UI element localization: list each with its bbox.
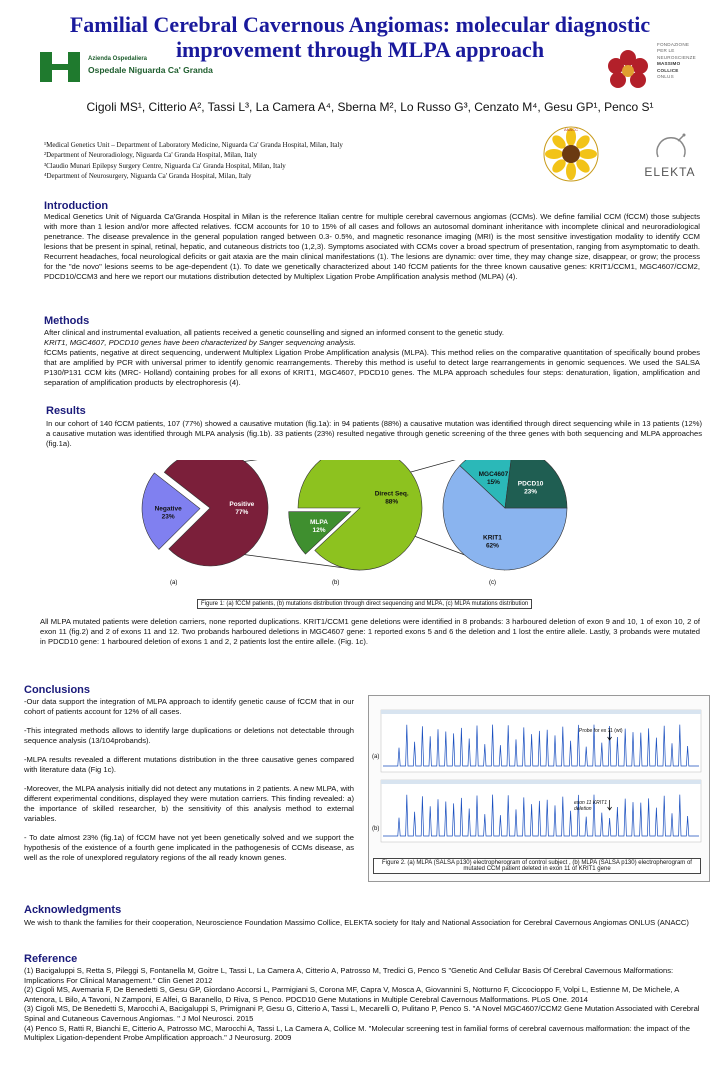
pie-label: Negative 23%	[154, 505, 182, 521]
reference-item: (3) Cigoli MS, De Benedetti S, Marocchi A, Bacigaluppi S, Primignani P, Gesu G, Citterio A, Tassi L, Mecarelli O, Pulitano P, Penco S. "A Novel MGC4607/CCM2 Gene Mutation Associated with Cerebral Spinal and Cutaneous Cavernous Angiomas. " J Mol Neurosci. 2015	[24, 1004, 700, 1023]
pie-charts	[110, 460, 650, 600]
foundation-logo-text: FONDAZIONE PER LE NEUROSCIENZE MASSIMO COLLICE ONLUS	[657, 42, 696, 80]
conclusions-list	[24, 697, 354, 863]
methods-line: After clinical and instrumental evaluation, all patients received a genetic counselling and signed an informed consent to the genetic study.	[44, 328, 504, 337]
reference-item: (1) Bacigaluppi S, Retta S, Pileggi S, Fontanella M, Goitre L, Tassi L, La Camera A, Citterio A, Patrosso M, Tredici G, Penco S "Genetic And Cellular Basis Of Cerebral Cavernous Malformations: Implications For Clinical Management." Clin Genet 2012	[24, 966, 674, 985]
hospital-logo-line2: Ospedale Niguarda Ca' Granda	[88, 65, 213, 75]
pie-label: KRIT1 62%	[483, 534, 502, 550]
conclusion-item: -Our data support the integration of MLPA approach to identify genetic cause of fCCM that in our cohort of patients account for 12% of all cases.	[24, 697, 354, 716]
methods-line: fCCMs patients, negative at direct sequencing, underwent Multiplex Ligation Probe Amplification analysis (MLPA). This method relies on the comparative quantitation of specifically bound probes that are amplified by PCR with universal primer to identify genomic rearrangements. Thereby this method is useful to detect large rearrangements in genomic sequences. We used the SALSA P130/P131 CCM kits (MRC- Holland) containing probes for all exons of KRIT1, MGC4607, PDCD10 genes. The MLPA approach schedules four steps: denaturation, ligation, amplification and separation of amplification products by electrophoresis (4).	[44, 348, 700, 387]
svg-text:ANACC: ANACC	[563, 127, 579, 132]
panel-a-label: (a)	[372, 754, 380, 760]
references-heading: Reference	[24, 953, 78, 965]
hospital-logo	[40, 50, 220, 86]
pie-label: MGC4607 15%	[478, 470, 509, 486]
methods-line: KRIT1, MGC4607, PDCD10 genes have been characterized by Sanger sequencing analysis.	[44, 338, 356, 347]
elekta-wordmark: ELEKTA	[644, 165, 696, 179]
author-list: Cigoli MS¹, Citterio A², Tassi L³, La Camera A⁴, Sberna M², Lo Russo G³, Cenzato M⁴, Gesu GP¹, Penco S¹	[86, 100, 654, 114]
conclusions-heading: Conclusions	[24, 684, 91, 696]
pie-label: Direct Seq. 88%	[374, 490, 409, 506]
trace-header	[381, 780, 701, 784]
deletion-annotation: exon 11 KRIT1 deletion	[574, 800, 607, 812]
conclusion-item: - To date almost 23% (fig.1a) of fCCM have not yet been genetically solved and we support the hypothesis of the existence of a fourth gene implicated in the pathogenesis of CCMs disease, as well as the role of unexplored regulatory regions of the all ready known genes.	[24, 833, 354, 862]
figure-2	[368, 695, 710, 882]
panel-label: (c)	[489, 580, 496, 586]
figure-2-caption: Figure 2. (a) MLPA (SALSA p130) electropherogram of control subject , (b) MLPA (SALSA p130) electropherogram of mutated CCM patient deleted in exon 11 of KRIT1 gene	[373, 858, 701, 874]
pie-label: PDCD10 23%	[517, 480, 544, 496]
elekta-logo	[640, 127, 700, 187]
conclusion-item: -Moreover, the MLPA analysis initially did not detect any mutations in 2 patients. A new MLPA, with different experimental conditions, displayed they were mutation carriers. This finding revealed: a) the importance of skilled researcher, b) the sensitivity of this analysis method to external variables.	[24, 784, 354, 823]
hospital-logo-mark	[40, 52, 80, 82]
acknowledgments-heading: Acknowledgments	[24, 904, 122, 916]
results-text: In our cohort of 140 fCCM patients, 107 (77%) showed a causative mutation (fig.1a): in 94 patients (88%) a causative mutation was identified through direct sequencing while in 13 patients (12%) a causative mutation was identified through MLPA analysis (fig.1b). 33 patients (23%) resulted negative through genetic screening of the three genes with both sequencing and MLPA approaches (fig.1a).	[46, 419, 702, 448]
reference-item: (4) Penco S, Ratti R, Bianchi E, Citterio A, Patrosso MC, Marocchi A, Tassi L, La Camera A, Collice M. "Molecular screening test in familial forms of cerebral cavernous malformation: the impact of the Multiplex Ligation-dependent Probe Amplification approach." J Neurosurg. 2009	[24, 1023, 691, 1043]
anacc-logo	[536, 125, 606, 183]
references-list	[24, 966, 704, 1043]
conclusion-item: -MLPA results revealed a different mutations distribution in the three causative genes compared with literature data (Fig 1c).	[24, 755, 354, 774]
trace-header	[381, 710, 701, 714]
panel-label: (b)	[332, 580, 340, 586]
affiliation: ²Department of Neuroradiology, Niguarda Ca' Granda Hospital, Milan, Italy	[44, 151, 258, 160]
figure-1-caption: Figure 1: (a) fCCM patients, (b) mutations distribution through direct sequencing and MLPA, (c) MLPA mutations distribution	[197, 599, 532, 609]
methods-text	[44, 328, 700, 388]
results-heading: Results	[46, 405, 86, 417]
affiliation: ⁴Department of Neurosurgery, Niguarda Ca' Granda Hospital, Milan, Italy	[44, 171, 252, 180]
poster-title: Familial Cerebral Cavernous Angiomas: molecular diagnostic improvement through MLPA approach	[69, 12, 651, 62]
figure-1	[110, 460, 650, 600]
affiliation: ³Claudio Munari Epilepsy Surgery Centre, Niguarda Ca' Granda Hospital, Milan, Italy	[44, 161, 286, 170]
introduction-text: Medical Genetics Unit of Niguarda Ca'Granda Hospital in Milan is the reference Italian centre for multiple cerebral cavernous angiomas (CCMs). We define familial CCM (fCCM) those subjects with more than 1 lesion and/or more affected relatives. fCCM accounts for 10 to 15% of all cases and follows an autosomal dominant inheritance with incomplete clinical and neuroradiological penetrance. The disease prevalence in the general population ranged between 0.3- 0.5%, and magnetic resonance imaging (MRI) is the most sensitive investigation modality to identify CCM lesions that be present in spinal, retinal, hepatic, and cutaneous districts too (1,2,3). Symptoms asociated with CCMs cover a broad spectrum of presentation, ranging from asymptomatic to death. Recurrent headaches, focal neurological deficits or gait ataxia are the main clinical manifestations (1). The lesions are dynamic: over time, they may change size, disappear, or grow; the process for the "de novo" lesions seems to be age-dependent (1). To date we genetically characterized about 140 fCCM patients for the three known causative genes: KRIT1/CCM1, MGC4607/CCM2, PDCD10/CCM3 and here we report our mutations distribution detected by Multiplex Ligation Probe Amplification analysis method (MLPA) (4).	[44, 212, 700, 281]
affiliations	[44, 140, 484, 181]
acknowledgments-text: We wish to thank the families for their cooperation, Neuroscience Foundation Massimo Collice, ELEKTA society for Italy and National Association for Cerebral Cavernous Angiomas ONLUS (ANACC)	[24, 918, 689, 927]
results-text-2: All MLPA mutated patients were deletion carriers, none reported duplications. KRIT1/CCM1 gene deletions were identified in 8 probands: 3 harboured deletion of exon 9 and 10, 1 of exon 10, 2 of exon 11 (fig.2) and 2 of exons 11 and 12. Two probands harboured deletions in MGC4607 gene: 1 reported exons 5 and 6 the deletion and 1 lost the entire allele. Lastly, 3 probands were mutated in PDCD10 gene: 1 harboured deletion of exons 1 and 2, 2 patients lost the entire allele. (Fig. 1c).	[40, 617, 700, 646]
sunflower-logo-icon	[536, 125, 606, 183]
hospital-logo-line1: Azienda Ospedaliera	[88, 56, 148, 62]
pie-label: Positive 77%	[229, 501, 255, 517]
panel-b-label: (b)	[372, 826, 380, 832]
pie-label: MLPA 12%	[310, 519, 328, 535]
reference-item: (2) Cigoli MS, Avemaria F, De Benedetti S, Gesu GP, Giordano Accorsi L, Parmigiani S, Corona MF, Capra V, Mosca A, Giovannini S, Notturno F, Ciccocioppo F, Volpi L, Estienne M, De Michele, A Antenora, L Bilo, A Tavoni, N Zamponi, E Alfei, G Baranello, D Riva, S Penco. PDCD10 Gene Mutations in Multiple Cerebral Cavernous Malformations. PLoS One. 2014	[24, 985, 679, 1004]
introduction-heading: Introduction	[44, 200, 109, 212]
panel-label: (a)	[170, 580, 178, 586]
affiliation: ¹Medical Genetics Unit – Department of Laboratory Medicine, Niguarda Ca' Granda Hospital, Milan, Italy	[44, 141, 343, 149]
flower-emblem-icon	[605, 48, 651, 94]
methods-heading: Methods	[44, 315, 90, 327]
foundation-logo	[605, 40, 713, 108]
conclusion-item: -This integrated methods allows to identify large duplications or deletions not detectable through sequence analysis (13/104probands).	[24, 726, 354, 745]
probe-annotation: Probe for ex 11 (wt)	[579, 728, 623, 734]
electropherogram	[369, 696, 709, 846]
